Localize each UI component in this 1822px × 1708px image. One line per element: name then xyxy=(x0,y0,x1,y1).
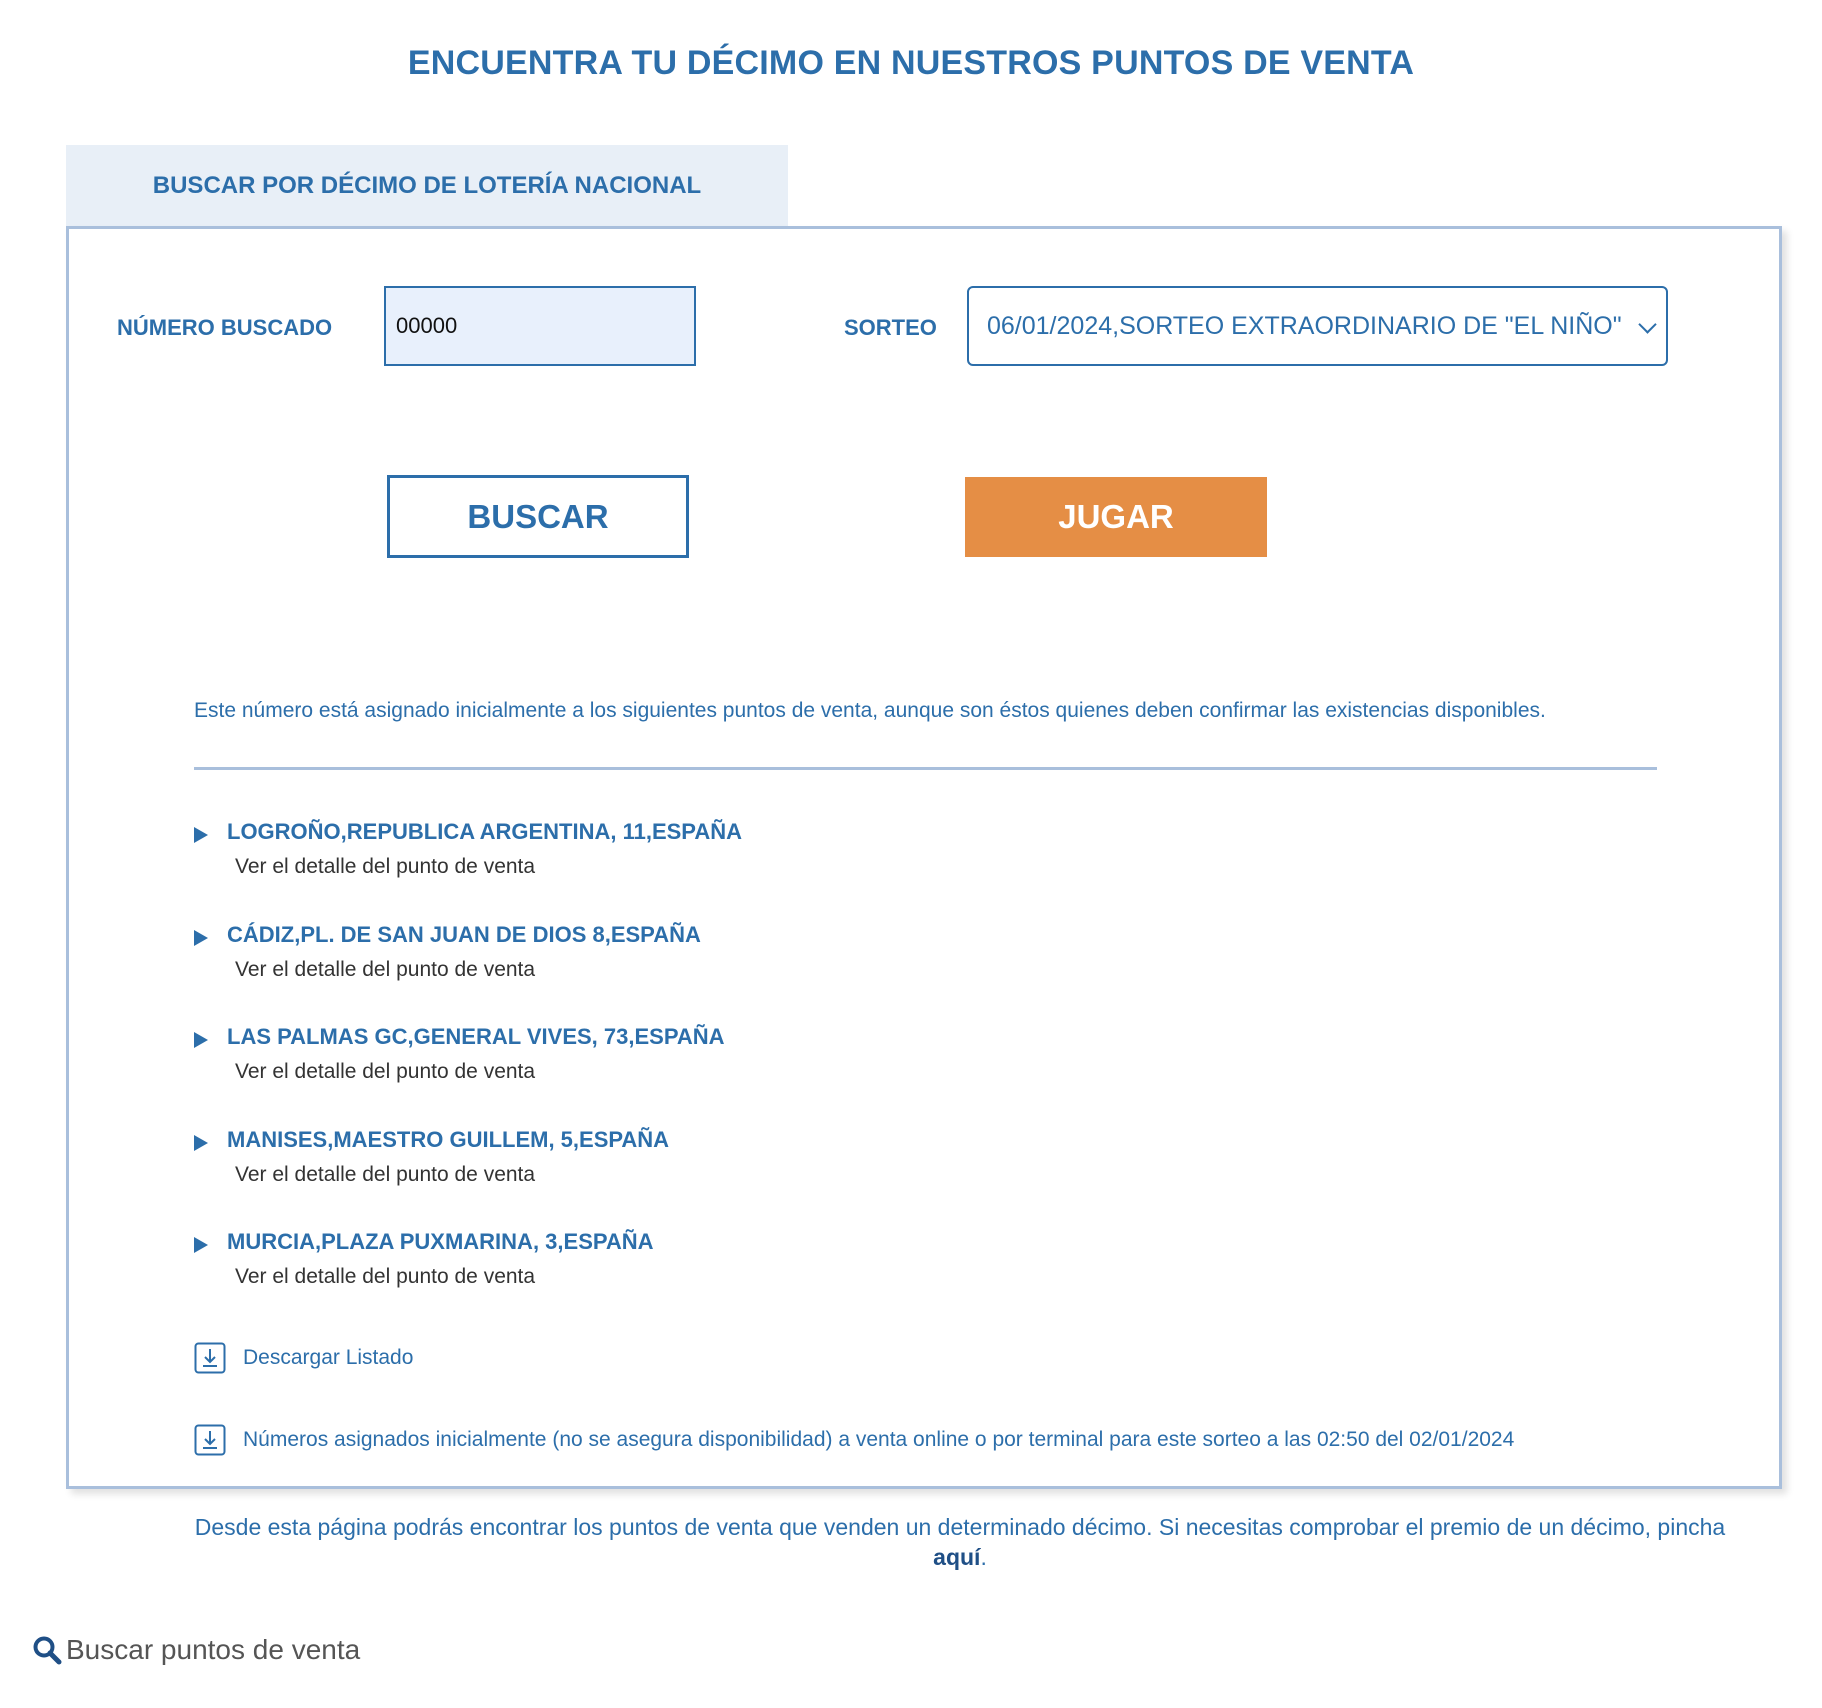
download-icon xyxy=(194,1342,226,1374)
sorteo-select[interactable] xyxy=(967,286,1668,366)
point-of-sale-address[interactable]: CÁDIZ,PL. DE SAN JUAN DE DIOS 8,ESPAÑA xyxy=(227,921,701,947)
sorteo-selected-value: 06/01/2024,SORTEO EXTRAORDINARIO DE "EL NIÑO" xyxy=(987,311,1622,340)
triangle-right-icon xyxy=(194,1135,208,1151)
results-info-text: Este número está asignado inicialmente a los siguientes puntos de venta, aunque son éstos quienes deben confirmar las existencias disponibles. xyxy=(194,699,1546,722)
triangle-right-icon xyxy=(194,930,208,946)
point-of-sale-detail-link[interactable]: Ver el detalle del punto de venta xyxy=(235,855,536,878)
search-points-link[interactable] xyxy=(32,1634,360,1666)
point-of-sale-address[interactable]: MANISES,MAESTRO GUILLEM, 5,ESPAÑA xyxy=(227,1126,670,1152)
sorteo-label: SORTEO xyxy=(844,315,937,340)
footer-text-before: Desde esta página podrás encontrar los puntos de venta que venden un determinado décimo. Si necesitas comprobar el premio de un décimo, pincha xyxy=(194,1514,1726,1540)
tab-buscar-por-decimo[interactable]: BUSCAR POR DÉCIMO DE LOTERÍA NACIONAL xyxy=(66,145,788,226)
search-panel xyxy=(66,226,1782,1489)
footer-aqui-link[interactable]: aquí xyxy=(933,1544,981,1570)
list-item xyxy=(194,819,1594,922)
chevron-down-icon xyxy=(1638,315,1656,333)
point-of-sale-detail-link[interactable]: Ver el detalle del punto de venta xyxy=(235,1265,536,1288)
footer-text-after: . xyxy=(980,1544,987,1570)
numero-input[interactable] xyxy=(384,286,696,366)
point-of-sale-detail-link[interactable]: Ver el detalle del punto de venta xyxy=(235,957,536,981)
triangle-right-icon xyxy=(194,1032,208,1048)
divider xyxy=(194,767,1657,770)
triangle-right-icon xyxy=(194,1237,208,1253)
download-online-link[interactable] xyxy=(194,1424,1514,1456)
list-item xyxy=(194,1024,1594,1127)
points-of-sale-list xyxy=(194,819,1594,1332)
point-of-sale-address[interactable]: LAS PALMAS GC,GENERAL VIVES, 73,ESPAÑA xyxy=(227,1024,725,1049)
download-online-label: Números asignados inicialmente (no se asegura disponibilidad) a venta online o por terminal para este sorteo a las 02:50 del 02/01/2024 xyxy=(243,1428,1515,1451)
download-list-label: Descargar Listado xyxy=(243,1346,414,1369)
list-item xyxy=(194,1229,1594,1332)
page-title: ENCUENTRA TU DÉCIMO EN NUESTROS PUNTOS DE VENTA xyxy=(407,44,1415,82)
list-item xyxy=(194,1127,1594,1230)
triangle-right-icon xyxy=(194,827,208,843)
point-of-sale-detail-link[interactable]: Ver el detalle del punto de venta xyxy=(235,1060,536,1083)
point-of-sale-address[interactable]: MURCIA,PLAZA PUXMARINA, 3,ESPAÑA xyxy=(227,1229,654,1254)
footer-text xyxy=(185,1512,1735,1572)
jugar-button[interactable]: JUGAR xyxy=(965,477,1267,557)
point-of-sale-address[interactable]: LOGROÑO,REPUBLICA ARGENTINA, 11,ESPAÑA xyxy=(227,819,743,844)
magnifier-icon xyxy=(32,1635,62,1665)
search-points-label: Buscar puntos de venta xyxy=(66,1634,361,1665)
list-item xyxy=(194,922,1594,1025)
numero-label: NÚMERO BUSCADO xyxy=(117,315,333,340)
buscar-button[interactable]: BUSCAR xyxy=(387,475,689,558)
download-list-link[interactable] xyxy=(194,1342,413,1374)
point-of-sale-detail-link[interactable]: Ver el detalle del punto de venta xyxy=(235,1162,536,1186)
download-icon xyxy=(194,1424,226,1456)
